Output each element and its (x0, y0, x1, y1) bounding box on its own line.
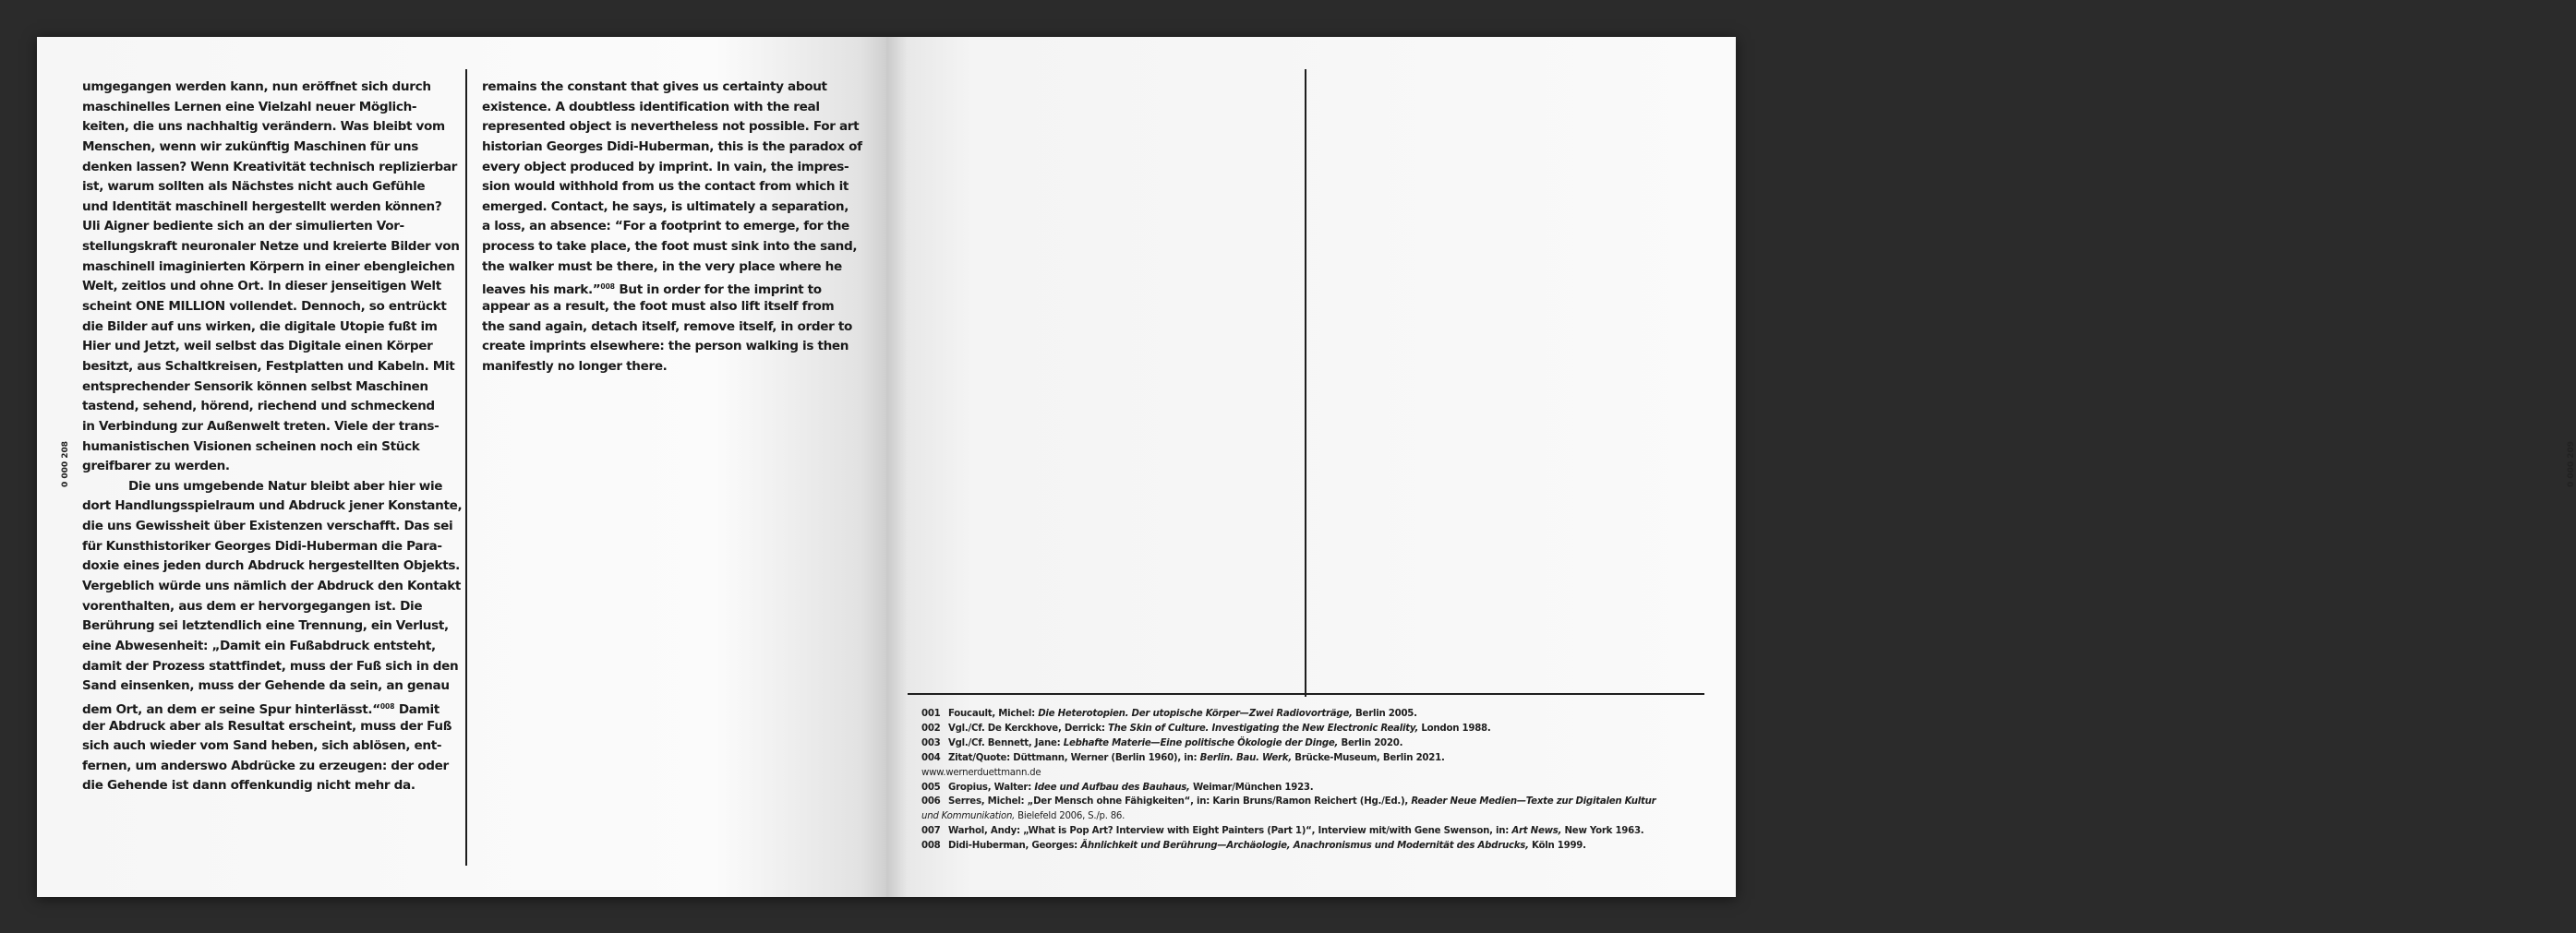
footnote-number: 008 (921, 841, 941, 852)
footnote-text-segment: New York 1963. (1561, 826, 1644, 837)
text-line: und Identität maschinell hergestellt werden können? (82, 198, 442, 214)
footnote (921, 751, 1715, 766)
footnote (921, 839, 1715, 854)
footnote-text-segment: Bielefeld 2006, S./p. 86. (1015, 811, 1125, 822)
footnote-text-segment: Berlin 2005. (1352, 709, 1417, 719)
footnote (921, 736, 1715, 751)
footnote-text-segment: Warhol, Andy: „What is Pop Art? Interview with Eight Painters (Part 1)“, Interview mit/with Gene Swenson, in: (948, 826, 1512, 837)
text-line: stellungskraft neuronaler Netze und kreierte Bilder von (82, 239, 460, 255)
footnote-title: Die Heterotopien. Der utopische Körper—Zwei Radiovorträge, (1038, 709, 1353, 719)
text-line: keiten, die uns nachhaltig verändern. Was bleibt vom (82, 119, 445, 135)
text-line: dort Handlungsspielraum und Abdruck jener Konstante, (82, 498, 463, 514)
footnote-text-segment: London 1988. (1418, 723, 1491, 734)
text-line: die Gehende ist dann offenkundig nicht mehr da. (82, 778, 415, 794)
text-column-german (82, 78, 463, 796)
text-line: remains the constant that gives us certainty about (482, 79, 827, 94)
footnote-number: 001 (921, 709, 941, 719)
text-line: every object produced by imprint. In vain, the impres- (482, 159, 849, 174)
text-line-with-footnote (482, 277, 851, 297)
footnote-text-segment: Vgl./Cf. Bennett, Jane: (948, 737, 1064, 748)
text-line-with-footnote (82, 697, 438, 717)
text-line: fernen, um anderswo Abdrücke zu erzeugen: der oder (82, 758, 449, 773)
text-line: Hier und Jetzt, weil selbst das Digitale einen Körper (82, 339, 433, 354)
text-segment: Damit (394, 701, 439, 717)
page-number-left: 0 000 208 (61, 440, 71, 488)
footnote-title: Art News, (1511, 826, 1562, 837)
footnote-text-segment: Gropius, Walter: (948, 782, 1035, 793)
footnote-title: und Kommunikation, (921, 811, 1016, 822)
footnote-text-segment: Didi-Huberman, Georges: (948, 841, 1081, 852)
text-line: maschinell imaginierten Körpern in einer ebengleichen (82, 258, 455, 274)
text-line: appear as a result, the foot must also lift itself from (482, 299, 835, 315)
text-line: the walker must be there, in the very place where he (482, 258, 842, 274)
footnote-number: 007 (921, 826, 941, 837)
footnote-continuation (921, 809, 1715, 824)
footnote-continuation: www.wernerduettmann.de (921, 767, 1041, 778)
footnote-text (948, 707, 1417, 722)
footnote (921, 795, 1715, 809)
footnote-title: Berlin. Bau. Werk, (1199, 752, 1292, 763)
text-line: historian Georges Didi-Huberman, this is the paradox of (482, 138, 862, 154)
footnote (921, 722, 1715, 736)
text-line: für Kunsthistoriker Georges Didi-Huberman die Para- (82, 538, 442, 554)
page-number-right: 0 000 209 (2567, 440, 2576, 488)
footnote-number: 006 (921, 796, 941, 807)
text-line: the sand again, detach itself, remove itself, in order to (482, 318, 852, 334)
footnote (921, 707, 1715, 722)
footnote-title: Lebhafte Materie—Eine politische Ökologie der Dinge, (1063, 737, 1339, 748)
footnote-title: Reader Neue Medien—Texte zur Digitalen Kultur (1411, 796, 1656, 807)
text-column-english (482, 78, 862, 377)
footnote (921, 781, 1715, 795)
footnotes (921, 707, 1715, 854)
text-line: scheint ONE MILLION vollendet. Dennoch, so entrückt (82, 299, 447, 315)
text-line: doxie eines jeden durch Abdruck hergestellten Objekts. (82, 558, 460, 574)
text-line: greifbarer zu werden. (82, 459, 230, 474)
text-line: Berührung sei letztendlich eine Trennung, ein Verlust, (82, 618, 449, 634)
footnote-text-segment: Berlin 2020. (1338, 737, 1403, 748)
footnote-text-segment: Brücke-Museum, Berlin 2021. (1291, 752, 1445, 763)
text-line: Vergeblich würde uns nämlich der Abdruck den Kontakt (82, 579, 462, 594)
footnotes-divider (908, 693, 1704, 695)
text-line: a loss, an absence: “For a footprint to emerge, for the (482, 219, 849, 234)
footnote-text-segment: Weimar/München 1923. (1189, 782, 1314, 793)
footnote-text (948, 736, 1402, 751)
text-line: in Verbindung zur Außenwelt treten. Viele der trans- (82, 418, 439, 434)
text-line: umgegangen werden kann, nun eröffnet sich durch (82, 79, 431, 94)
text-line: emerged. Contact, he says, is ultimately a separation, (482, 198, 849, 214)
footnote-number: 004 (921, 752, 941, 763)
footnote-text-segment: Vgl./Cf. De Kerckhove, Derrick: (948, 723, 1108, 734)
footnote-title: Ähnlichkeit und Berührung—Archäologie, Anachronismus und Modernität des Abdrucks, (1080, 841, 1529, 852)
column-divider-right (1305, 69, 1306, 697)
footnote-number: 003 (921, 737, 941, 748)
column-divider (465, 69, 467, 866)
footnote (921, 824, 1715, 839)
text-line: entsprechender Sensorik können selbst Maschinen (82, 378, 428, 394)
text-line: denken lassen? Wenn Kreativität technisch replizierbar (82, 159, 458, 174)
footnote-title: The Skin of Culture. Investigating the New Electronic Reality, (1107, 723, 1419, 734)
text-line: sich auch wieder vom Sand heben, sich ablösen, ent- (82, 738, 442, 754)
text-line: maschinelles Lernen eine Vielzahl neuer Möglich- (82, 99, 417, 114)
footnote-text-segment: Foucault, Michel: (948, 709, 1039, 719)
footnote-text-segment: Serres, Michel: „Der Mensch ohne Fähigkeiten“, in: Karin Bruns/Ramon Reichert (Hg./Ed.), (948, 796, 1412, 807)
text-line: vorenthalten, aus dem er hervorgegangen ist. Die (82, 598, 423, 614)
text-line: die uns Gewissheit über Existenzen verschafft. Das sei (82, 519, 453, 534)
footnote-text (948, 795, 1655, 809)
left-page (37, 37, 886, 897)
text-line: der Abdruck aber als Resultat erscheint, muss der Fuß (82, 718, 452, 734)
text-line: humanistischen Visionen scheinen noch ein Stück (82, 438, 420, 454)
text-line: process to take place, the foot must sink into the sand, (482, 239, 858, 255)
text-segment: But in order for the imprint to (615, 282, 822, 298)
text-segment: leaves his mark.” (482, 282, 601, 298)
text-line: Menschen, wenn wir zukünftig Maschinen für uns (82, 138, 418, 154)
text-line: ist, warum sollten als Nächstes nicht auch Gefühle (82, 179, 426, 195)
text-line: tastend, sehend, hörend, riechend und schmeckend (82, 399, 435, 414)
text-line: eine Abwesenheit: „Damit ein Fußabdruck entsteht, (82, 638, 436, 653)
footnote-marker: 008 (600, 282, 616, 292)
text-line: represented object is nevertheless not possible. For art (482, 119, 860, 135)
book-spread (37, 37, 2576, 897)
text-line: create imprints elsewhere: the person walking is then (482, 339, 849, 354)
footnote-text-segment: Köln 1999. (1528, 841, 1586, 852)
footnote-marker: 008 (379, 701, 395, 711)
text-line: manifestly no longer there. (482, 358, 668, 374)
footnote-text (948, 781, 1313, 795)
footnote-text (948, 824, 1643, 839)
footnote-text (948, 751, 1445, 766)
footnote-text (948, 722, 1491, 736)
text-line: die Bilder auf uns wirken, die digitale Utopie fußt im (82, 318, 438, 334)
footnote-text (948, 839, 1586, 854)
text-line: Welt, zeitlos und ohne Ort. In dieser jenseitigen Welt (82, 279, 441, 294)
footnote-number: 002 (921, 723, 941, 734)
text-line-indented: Die uns umgebende Natur bleibt aber hier wie (128, 478, 443, 494)
text-line: existence. A doubtless identification with the real (482, 99, 820, 114)
footnote-number: 005 (921, 782, 941, 793)
text-segment: dem Ort, an dem er seine Spur hinterlässt.“ (82, 701, 380, 717)
text-line: Sand einsenken, muss der Gehende da sein, an genau (82, 678, 450, 694)
text-line: Uli Aigner bediente sich an der simulierten Vor- (82, 219, 404, 234)
text-line: damit der Prozess stattfindet, muss der Fuß sich in den (82, 658, 459, 674)
footnote-text-segment: Zitat/Quote: Düttmann, Werner (Berlin 1960), in: (948, 752, 1200, 763)
footnote-title: Idee und Aufbau des Bauhaus, (1034, 782, 1190, 793)
text-line: besitzt, aus Schaltkreisen, Festplatten und Kabeln. Mit (82, 358, 455, 374)
text-line: sion would withhold from us the contact from which it (482, 179, 849, 195)
